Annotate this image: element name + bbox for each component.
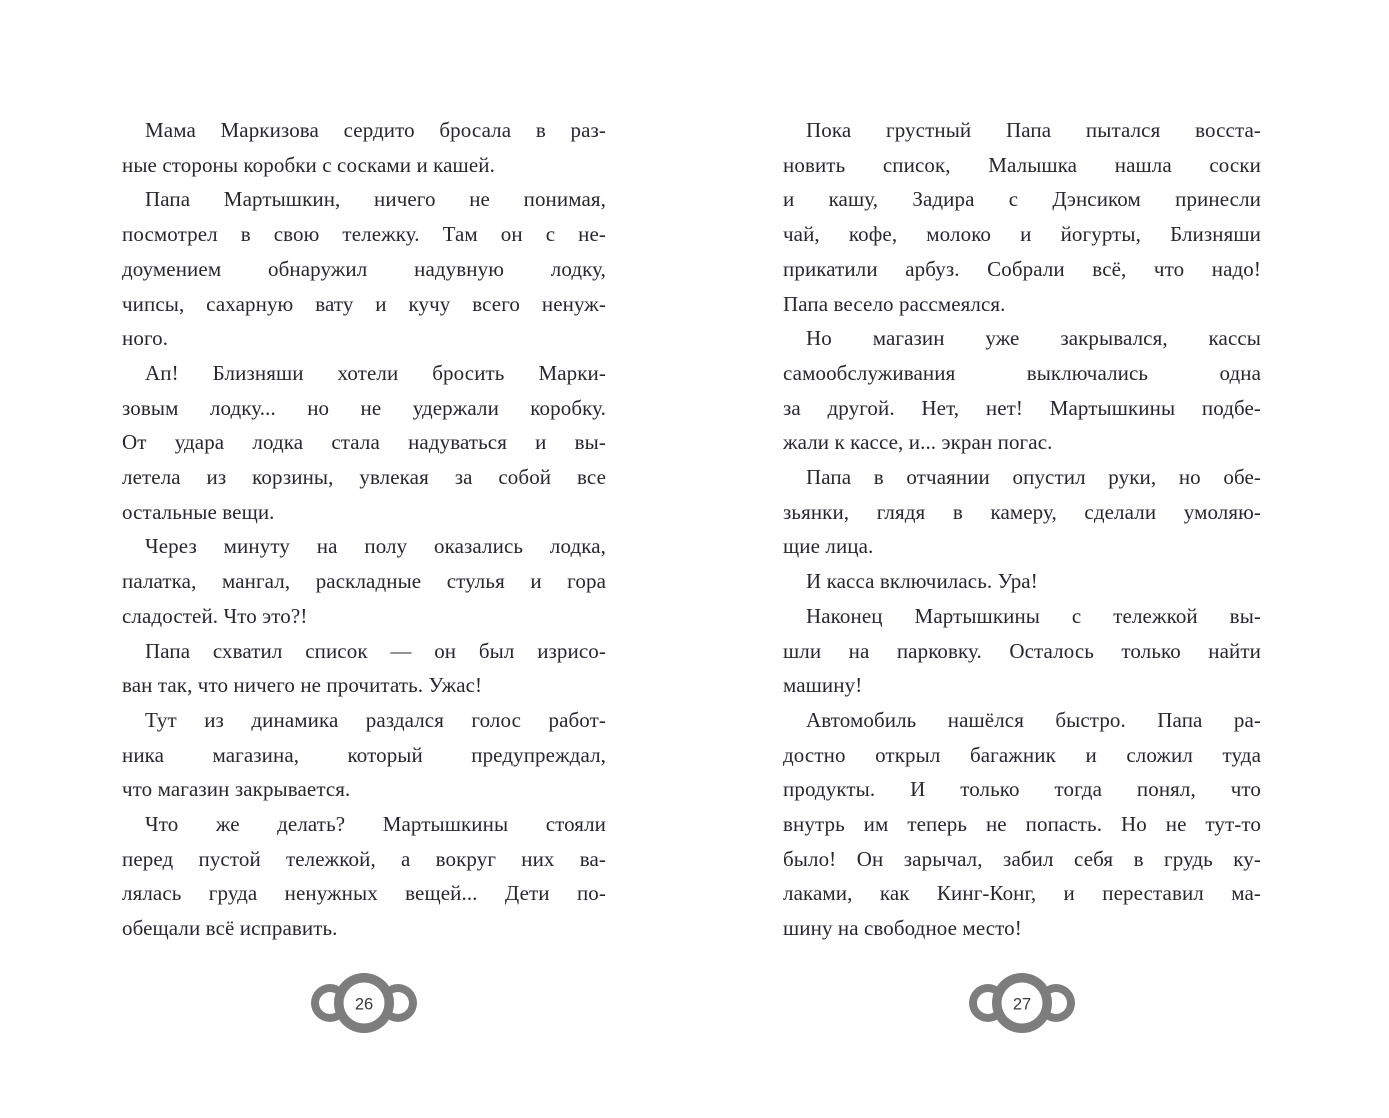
text-line: машину! bbox=[783, 673, 863, 698]
page-number-ornament bbox=[311, 972, 417, 1034]
text-line: шину на свободное место! bbox=[783, 916, 1022, 941]
text-line: Через минуту на полу оказались лодка, bbox=[145, 534, 606, 559]
book-page-left bbox=[122, 0, 606, 1118]
text-line: Папа схватил список — он был изрисо- bbox=[145, 638, 606, 663]
paragraph bbox=[122, 529, 606, 633]
text-line: шли на парковку. Осталось только найти bbox=[783, 638, 1261, 663]
page-number: 26 bbox=[354, 995, 374, 1014]
text-line: Папа Мартышкин, ничего не понимая, bbox=[145, 187, 606, 212]
text-line: палатка, мангал, раскладные стулья и гора bbox=[122, 569, 606, 594]
paragraph bbox=[122, 634, 606, 703]
text-line: Папа весело рассмеялся. bbox=[783, 291, 1006, 316]
paragraph bbox=[783, 599, 1261, 703]
text-line: летела из корзины, увлекая за собой все bbox=[122, 465, 606, 490]
book-page-right bbox=[783, 0, 1261, 1118]
paragraph bbox=[783, 460, 1261, 564]
text-line: новить список, Малышка нашла соски bbox=[783, 152, 1261, 177]
text-line: Тут из динамика раздался голос работ- bbox=[145, 707, 606, 732]
text-line: за другой. Нет, нет! Мартышкины подбе- bbox=[783, 395, 1261, 420]
text-line: достно открыл багажник и сложил туда bbox=[783, 742, 1261, 767]
text-line: Пока грустный Папа пытался восста- bbox=[806, 118, 1261, 142]
text-line: чай, кофе, молоко и йогурты, Близняши bbox=[783, 222, 1261, 247]
page-text bbox=[122, 113, 606, 946]
paragraph bbox=[122, 356, 606, 530]
text-line: жали к кассе, и... экран погас. bbox=[783, 430, 1053, 455]
paragraph bbox=[783, 113, 1261, 321]
text-line: остальные вещи. bbox=[122, 499, 275, 524]
paragraph bbox=[122, 182, 606, 356]
text-line: внутрь им теперь не попасть. Но не тут-то bbox=[783, 812, 1261, 837]
text-line: было! Он зарычал, забил себя в грудь ку- bbox=[783, 846, 1261, 871]
page-number: 27 bbox=[1012, 995, 1032, 1014]
paragraph bbox=[783, 703, 1261, 946]
paragraph bbox=[122, 807, 606, 946]
text-line: зовым лодку... но не удержали коробку. bbox=[122, 395, 606, 420]
text-line: обещали всё исправить. bbox=[122, 916, 338, 941]
text-line: ного. bbox=[122, 326, 169, 351]
text-line: ван так, что ничего не прочитать. Ужас! bbox=[122, 673, 483, 698]
text-line: щие лица. bbox=[783, 534, 874, 559]
text-line: Наконец Мартышкины с тележкой вы- bbox=[806, 603, 1261, 628]
text-line: Папа в отчаянии опустил руки, но обе- bbox=[806, 465, 1261, 490]
text-line: лаками, как Кинг-Конг, и переставил ма- bbox=[783, 881, 1261, 906]
text-line: самообслуживания выключались одна bbox=[783, 360, 1261, 385]
text-line: ника магазина, который предупреждал, bbox=[122, 742, 606, 767]
page-text bbox=[783, 113, 1261, 946]
paragraph bbox=[122, 113, 606, 182]
text-line: зьянки, глядя в камеру, сделали умоляю- bbox=[783, 499, 1261, 524]
text-line: что магазин закрывается. bbox=[122, 777, 351, 802]
text-line: продукты. И только тогда понял, что bbox=[783, 777, 1261, 802]
text-line: сладостей. Что это?! bbox=[122, 603, 308, 628]
text-line: чипсы, сахарную вату и кучу всего ненуж- bbox=[122, 291, 606, 316]
text-line: Мама Маркизова сердито бросала в раз- bbox=[145, 118, 606, 142]
text-line: и кашу, Задира с Дэнсиком принесли bbox=[783, 187, 1261, 212]
page-number-ornament bbox=[969, 972, 1075, 1034]
text-line: Что же делать? Мартышкины стояли bbox=[145, 812, 606, 837]
paragraph bbox=[122, 703, 606, 807]
text-line: Автомобиль нашёлся быстро. Папа ра- bbox=[806, 707, 1261, 732]
text-line: перед пустой тележкой, а вокруг них ва- bbox=[122, 846, 606, 871]
text-line: посмотрел в свою тележку. Там он с не- bbox=[122, 222, 606, 247]
text-line: доумением обнаружил надувную лодку, bbox=[122, 256, 606, 281]
text-line: ные стороны коробки с сосками и кашей. bbox=[122, 152, 495, 177]
text-line: лялась груда ненужных вещей... Дети по- bbox=[122, 881, 606, 906]
text-line: От удара лодка стала надуваться и вы- bbox=[122, 430, 606, 455]
paragraph bbox=[783, 321, 1261, 460]
text-line: И касса включилась. Ура! bbox=[806, 569, 1038, 594]
text-line: прикатили арбуз. Собрали всё, что надо! bbox=[783, 256, 1261, 281]
text-line: Но магазин уже закрывался, кассы bbox=[806, 326, 1261, 351]
text-line: Ап! Близняши хотели бросить Марки- bbox=[145, 360, 606, 385]
paragraph bbox=[783, 564, 1261, 599]
